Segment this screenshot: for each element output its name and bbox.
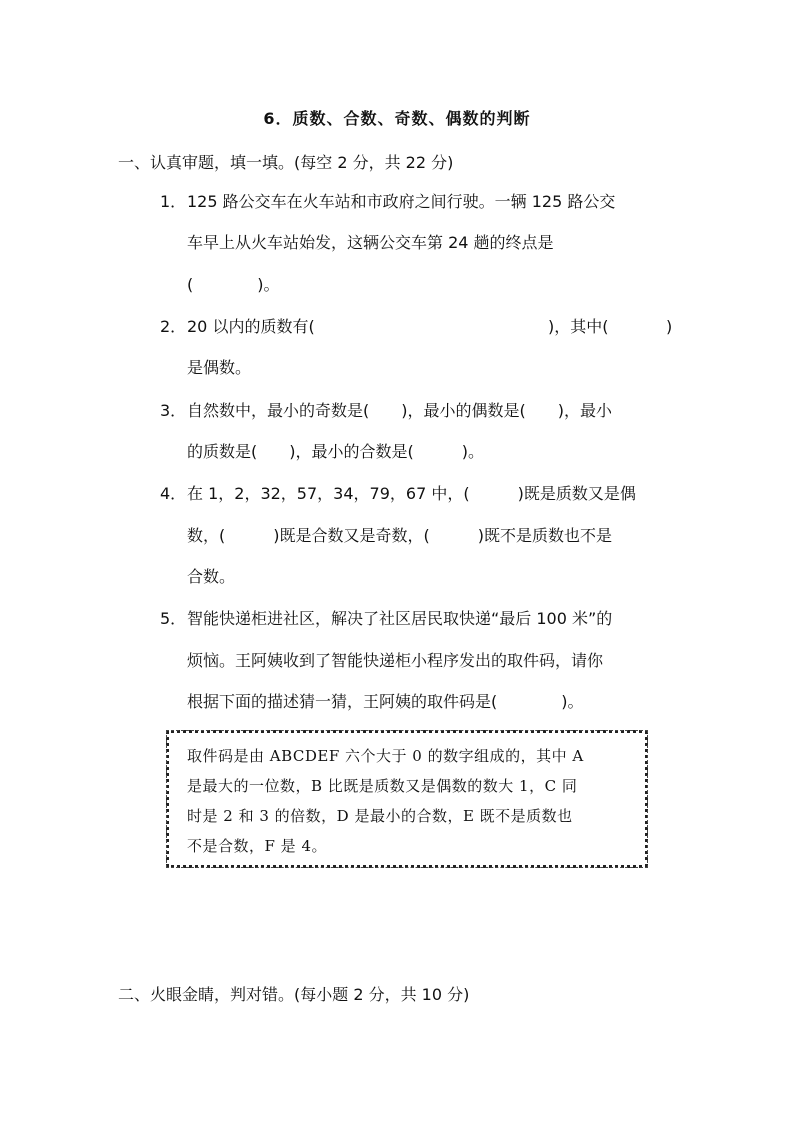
q5-line-1: 智能快递柜进社区，解决了社区居民取快递“最后 100 米”的 (187, 609, 613, 628)
q2-line-1-part-b: )，其中( (548, 317, 609, 336)
q3-number: 3． (160, 401, 187, 420)
q1-line-2: 车早上从火车站始发，这辆公交车第 24 趟的终点是 (187, 233, 554, 252)
section-2-heading: 二、火眼金睛，判对错。(每小题 2 分，共 10 分) (118, 985, 470, 1004)
pickup-code-description-box (166, 730, 648, 868)
q4-line-1: 在 1，2，32，57，34，79，67 中，( )既是质数又是偶 (187, 484, 636, 503)
q1-line-3: ( )。 (187, 275, 280, 294)
q2-line-1-part-c: ) (666, 317, 673, 336)
q4-line-2: 数，( )既是合数又是奇数，( )既不是质数也不是 (187, 526, 612, 545)
q3-line-2: 的质数是( )，最小的合数是( )。 (187, 442, 484, 461)
box-line-3: 时是 2 和 3 的倍数，D 是最小的合数，E 既不是质数也 (187, 807, 573, 825)
box-line-1: 取件码是由 ABCDEF 六个大于 0 的数字组成的，其中 A (187, 747, 584, 765)
q3-line-1: 自然数中，最小的奇数是( )，最小的偶数是( )，最小 (187, 401, 612, 420)
q5-number: 5． (160, 609, 187, 628)
q5-line-3: 根据下面的描述猜一猜，王阿姨的取件码是( )。 (187, 692, 584, 711)
q2-line-1-part-a: 20 以内的质数有( (187, 317, 315, 336)
page-title: 6．质数、合数、奇数、偶数的判断 (263, 109, 531, 128)
section-1-heading: 一、认真审题，填一填。(每空 2 分，共 22 分) (118, 153, 454, 172)
box-line-2: 是最大的一位数，B 比既是质数又是偶数的数大 1，C 同 (187, 777, 578, 795)
q2-number: 2． (160, 317, 187, 336)
q5-line-2: 烦恼。王阿姨收到了智能快递柜小程序发出的取件码，请你 (187, 651, 604, 670)
q4-number: 4． (160, 484, 187, 503)
box-line-4: 不是合数，F 是 4。 (187, 837, 327, 855)
q4-line-3: 合数。 (187, 567, 236, 586)
q1-number: 1． (160, 192, 187, 211)
q1-line-1: 125 路公交车在火车站和市政府之间行驶。一辆 125 路公交 (187, 192, 616, 211)
q2-line-2: 是偶数。 (187, 358, 252, 377)
